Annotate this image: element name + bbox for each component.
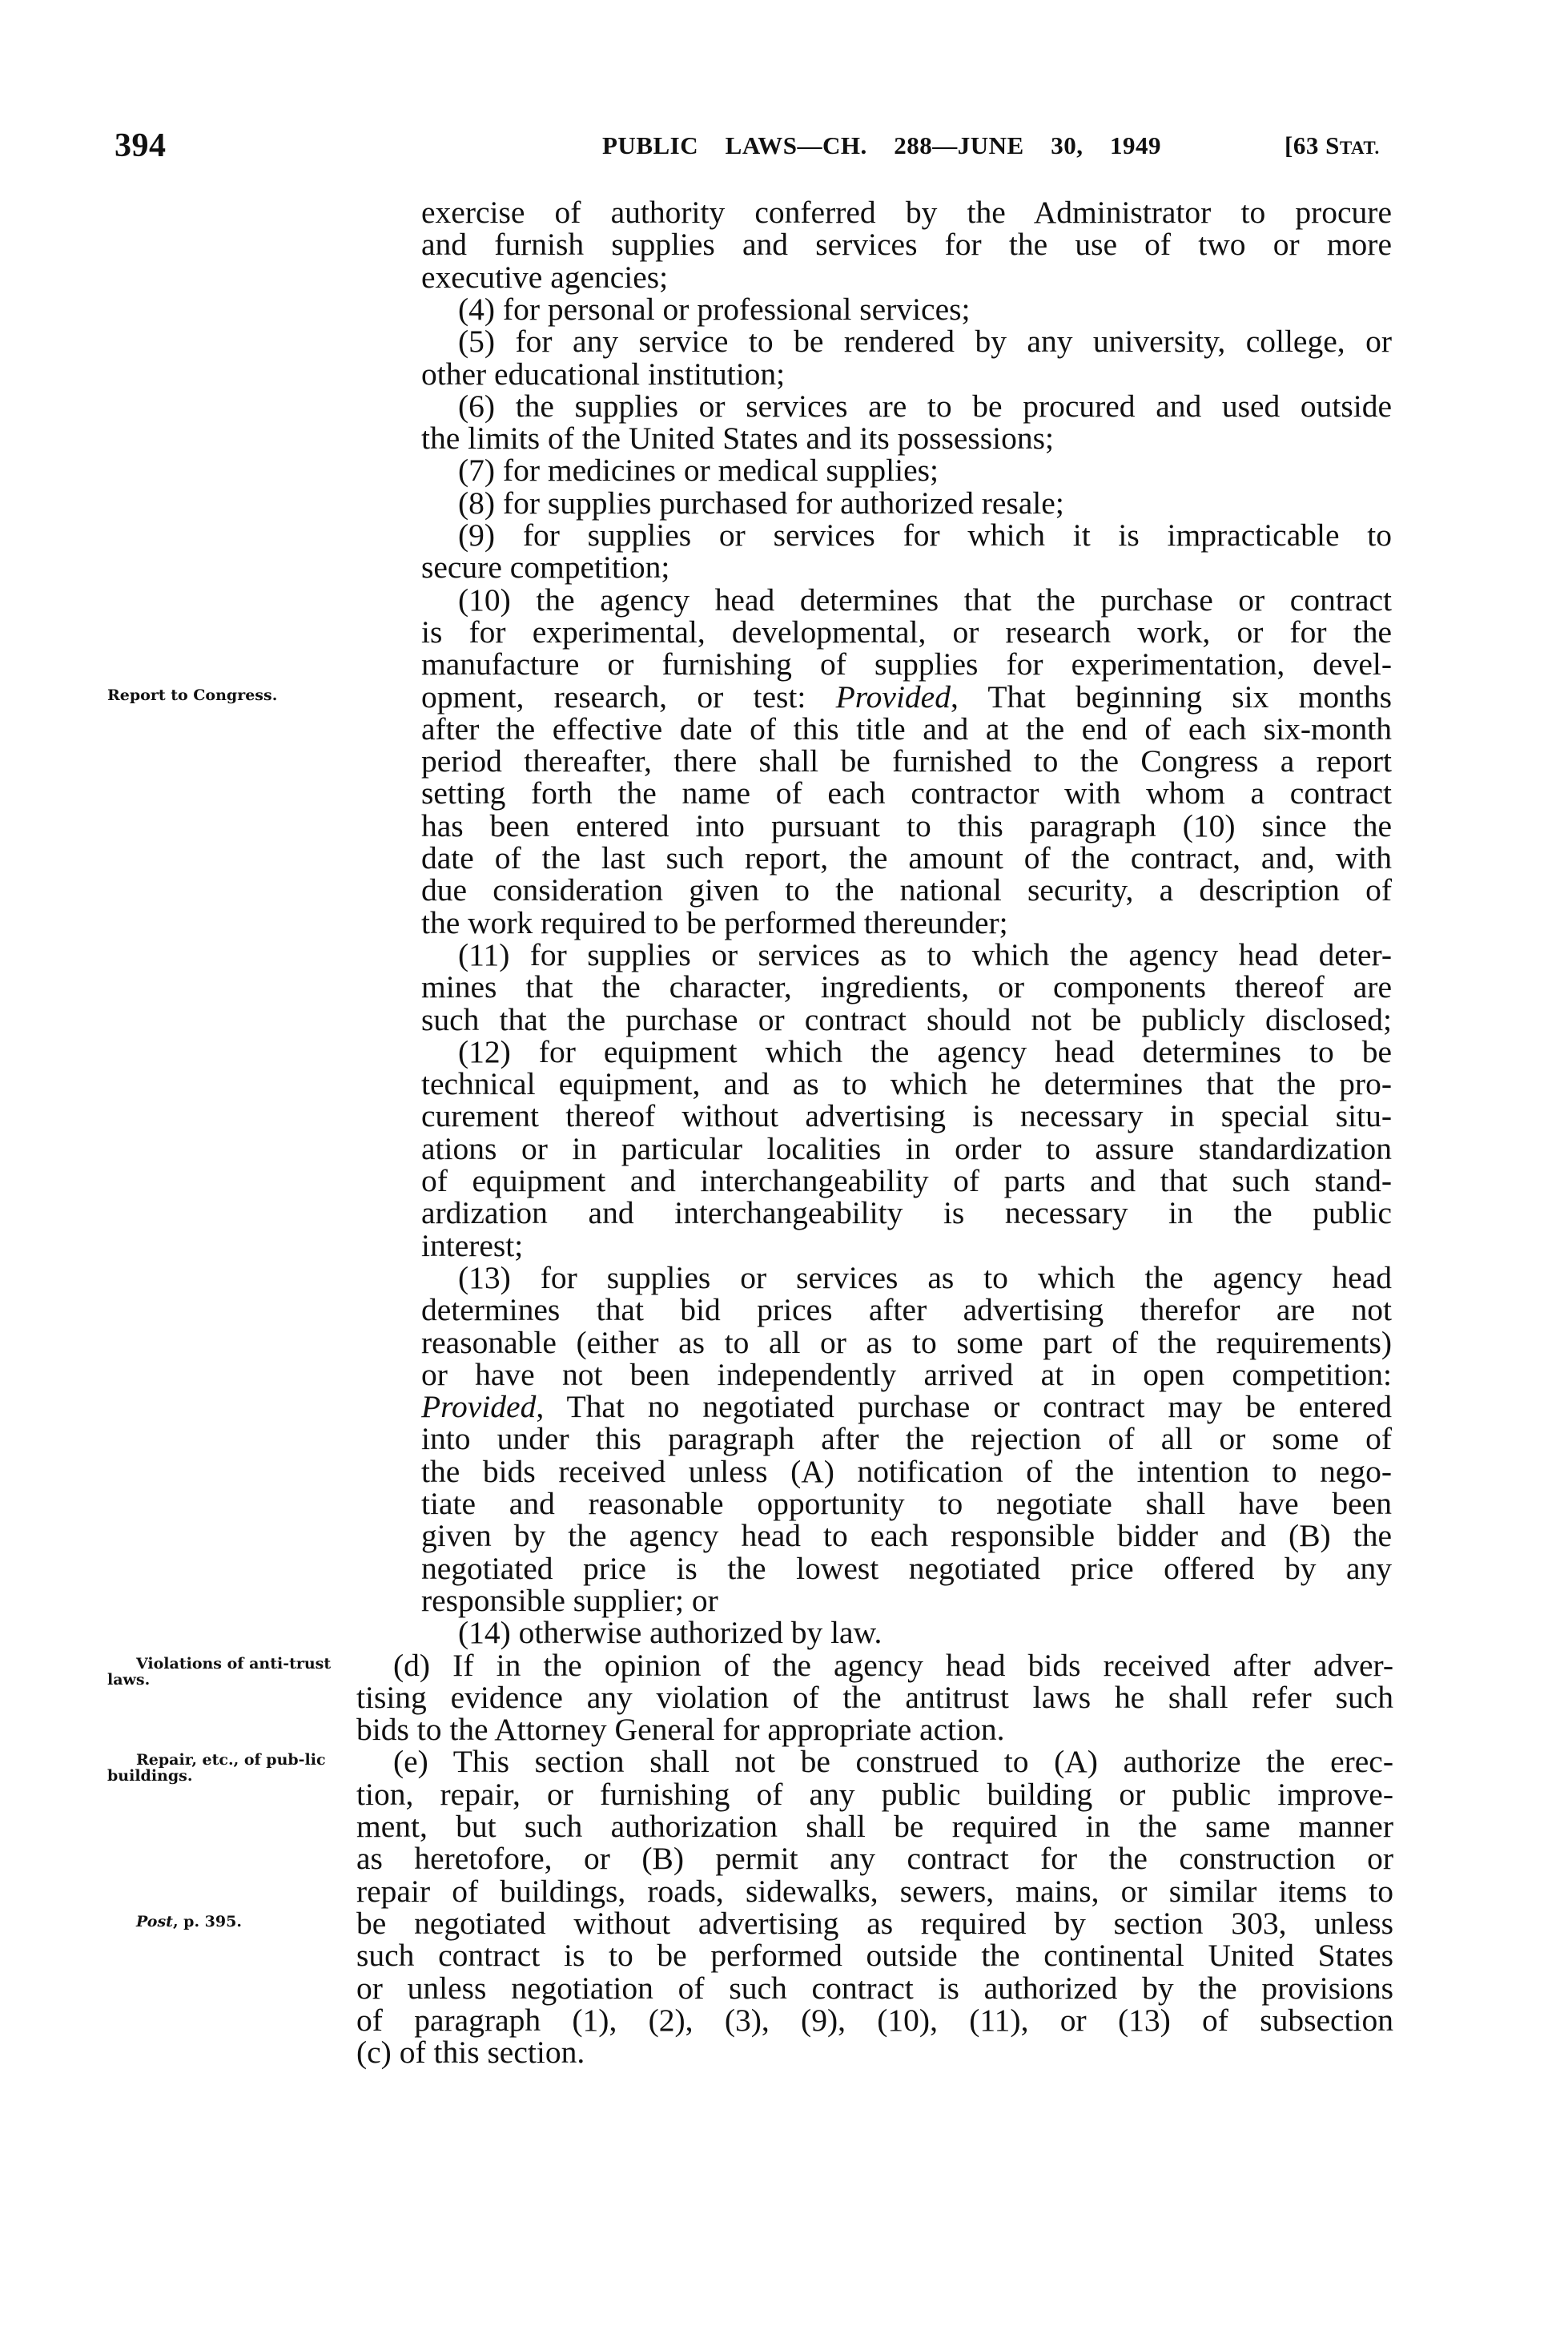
text-line: of equipment and interchangeability of parts and that such stand- <box>421 1163 1392 1198</box>
text-line: mines that the character, ingredients, or components thereof are <box>421 969 1392 1005</box>
text-line: or have not been independently arrived at in open competition: <box>421 1356 1392 1392</box>
text-line: into under this paragraph after the rejection of all or some of <box>421 1421 1392 1457</box>
margin-note-text: Repair, etc., of pub-lic buildings. <box>107 1751 326 1785</box>
margin-note <box>136 1914 376 1930</box>
text-line: (9) for supplies or services for which it is impracticable to <box>458 517 1392 553</box>
text-line: is for experimental, developmental, or research work, or for the <box>421 614 1392 650</box>
italic-term: Provided <box>421 1389 537 1425</box>
text-line: has been entered into pursuant to this paragraph (10) since the <box>421 807 1392 843</box>
text-line: the work required to be performed thereunder; <box>421 904 1008 940</box>
text-line: (14) otherwise authorized by law. <box>458 1615 883 1651</box>
text-line: executive agencies; <box>421 259 669 295</box>
text-line: (d) If in the opinion of the agency head bids received after adver- <box>393 1647 1393 1683</box>
text-line: tiate and reasonable opportunity to negotiate shall have been <box>421 1486 1392 1521</box>
text-line: the bids received unless (A) notification of the intention to nego- <box>421 1453 1392 1489</box>
running-head: PUBLIC LAWS—CH. 288—JUNE 30, 1949 <box>602 131 1161 159</box>
text-line: (8) for supplies purchased for authorized resale; <box>458 485 1064 521</box>
text-line: after the effective date of this title and at the end of each six-month <box>421 711 1392 747</box>
text-line: the limits of the United States and its possessions; <box>421 421 1054 457</box>
margin-note <box>107 1752 348 1784</box>
volume-citation <box>1285 131 1380 160</box>
text-line: (13) for supplies or services as to which the agency head <box>458 1259 1392 1295</box>
margin-note <box>107 1656 348 1688</box>
text-line: technical equipment, and as to which he determines that the pro- <box>421 1066 1392 1102</box>
text-line: (10) the agency head determines that the purchase or contract <box>458 582 1392 618</box>
text-segment: opment, research, or test: <box>421 678 836 715</box>
text-line: (c) of this section. <box>356 2035 585 2071</box>
text-line: other educational institution; <box>421 356 786 392</box>
text-line: and furnish supplies and services for the use of two or more <box>421 227 1392 263</box>
text-line: be negotiated without advertising as required by section 303, unless <box>356 1905 1393 1941</box>
text-line: such contract is to be performed outside the continental United States <box>356 1938 1393 1974</box>
text-line: ations or in particular localities in order to assure standardization <box>421 1130 1392 1166</box>
text-line: (5) for any service to be rendered by any university, college, or <box>458 324 1392 360</box>
margin-note-italic: Post <box>136 1912 173 1930</box>
text-line: tion, repair, or furnishing of any public building or public improve- <box>356 1776 1393 1812</box>
margin-note-text: , p. 395. <box>172 1912 242 1930</box>
text-line: date of the last such report, the amount of the contract, and, with <box>421 840 1392 876</box>
text-line: period thereafter, there shall be furnished to the Congress a report <box>421 743 1392 779</box>
text-line: given by the agency head to each responsible bidder and (B) the <box>421 1518 1392 1554</box>
text-line: due consideration given to the national security, a description of <box>421 872 1392 908</box>
text-segment: , That beginning six months <box>950 678 1392 715</box>
text-line: curement thereof without advertising is necessary in special situ- <box>421 1098 1392 1134</box>
text-line: (e) This section shall not be construed to (A) authorize the erec- <box>393 1744 1393 1780</box>
text-line: responsible supplier; or <box>421 1582 718 1618</box>
text-line: exercise of authority conferred by the Administrator to procure <box>421 195 1392 230</box>
text-segment: , That no negotiated purchase or contract may be entered <box>536 1389 1392 1425</box>
text-line: setting forth the name of each contractor with whom a contract <box>421 775 1392 811</box>
text-line: (6) the supplies or services are to be procured and used outside <box>458 388 1392 424</box>
text-line: negotiated price is the lowest negotiated price offered by any <box>421 1550 1392 1586</box>
text-line: (7) for medicines or medical supplies; <box>458 453 939 489</box>
text-line: reasonable (either as to all or as to some part of the requirements) <box>421 1324 1392 1360</box>
page-number: 394 <box>115 127 167 164</box>
text-line: interest; <box>421 1227 524 1263</box>
text-line: bids to the Attorney General for appropriate action. <box>356 1712 1005 1748</box>
volume-suffix: TAT. <box>1339 138 1380 158</box>
text-line: secure competition; <box>421 550 670 586</box>
margin-note-text: Violations of anti-trust laws. <box>107 1654 332 1689</box>
text-line: as heretofore, or (B) permit any contract for the construction or <box>356 1841 1393 1877</box>
text-line: tising evidence any violation of the antitrust laws he shall refer such <box>356 1679 1393 1715</box>
text-line: of paragraph (1), (2), (3), (9), (10), (11), or (13) of subsection <box>356 2002 1393 2038</box>
italic-term: Provided <box>835 678 951 715</box>
text-line: determines that bid prices after advertising therefor are not <box>421 1292 1392 1328</box>
volume-prefix: [63 S <box>1285 131 1340 159</box>
text-line: (4) for personal or professional services; <box>458 291 971 327</box>
text-line <box>421 1391 1392 1423</box>
text-line <box>421 678 1392 715</box>
text-line: (12) for equipment which the agency head determines to be <box>458 1033 1392 1069</box>
text-line: manufacture or furnishing of supplies for experimentation, devel- <box>421 646 1392 682</box>
margin-note-text: Report to Congress. <box>107 686 278 704</box>
text-line: repair of buildings, roads, sidewalks, sewers, mains, or similar items to <box>356 1873 1393 1909</box>
text-line: (11) for supplies or services as to which the agency head deter- <box>458 936 1392 972</box>
text-line: ardization and interchangeability is necessary in the public <box>421 1195 1392 1231</box>
text-line: or unless negotiation of such contract is authorized by the provisions <box>356 1970 1393 2006</box>
text-line: such that the purchase or contract should not be publicly disclosed; <box>421 1001 1392 1037</box>
margin-note <box>107 687 348 703</box>
text-line: ment, but such authorization shall be required in the same manner <box>356 1809 1393 1844</box>
